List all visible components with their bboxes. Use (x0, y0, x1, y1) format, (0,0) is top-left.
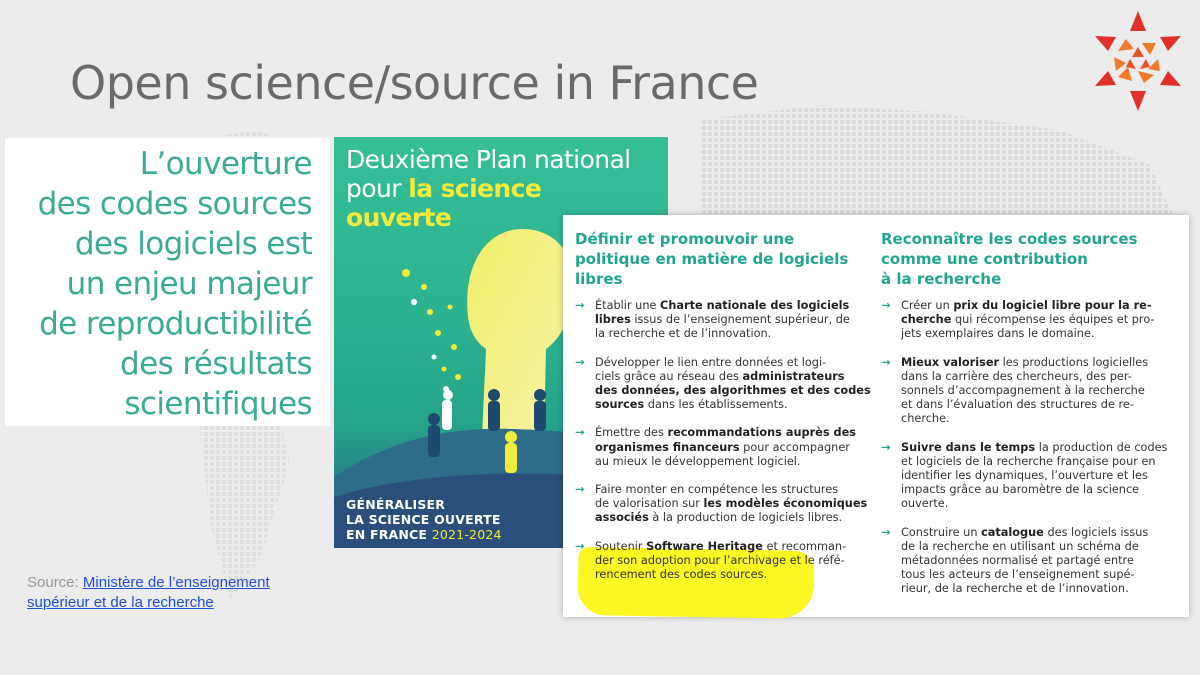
quote-line: des logiciels est (74, 226, 312, 262)
item-text: jets exemplaires dans le domaine. (901, 327, 1095, 341)
item-bold: libres (595, 313, 631, 327)
heading-line: politique en matière de logiciels (575, 250, 849, 268)
item-bold: les modèles économiques (703, 497, 868, 511)
item-bold: Software Heritage (646, 539, 763, 553)
item-text: Soutenir (595, 539, 647, 553)
heading-line: Reconnaître les codes sources (881, 230, 1138, 248)
source-citation (27, 573, 270, 613)
item-text: issus de l’enseignement supérieur, de (630, 313, 850, 327)
item-text: Créer un (901, 299, 954, 312)
list-item-software-heritage (575, 540, 867, 583)
green-arrow-icon: → (881, 525, 891, 539)
green-arrow-icon: → (575, 539, 585, 553)
item-bold: Mieux valoriser (901, 355, 1000, 369)
item-bold: administrateurs (742, 369, 845, 383)
item-text: de la recherche en utilisant un schéma de (901, 539, 1139, 553)
green-arrow-icon: → (881, 355, 891, 369)
list-item (575, 299, 867, 342)
item-text: qui récompense les équipes et pro- (951, 313, 1155, 327)
item-text: la recherche et de l’innovation. (595, 327, 772, 341)
cover-title-highlight: ouverte (346, 203, 452, 232)
item-text: au mieux le développement logiciel. (595, 454, 801, 468)
green-arrow-icon: → (575, 426, 585, 440)
cover-title-line (346, 174, 631, 203)
right-column-heading (881, 229, 1173, 289)
item-text: impacts grâce au baromètre de la science (901, 483, 1140, 497)
green-arrow-icon: → (575, 355, 585, 369)
red-star-burst-logo (1082, 10, 1194, 112)
item-text: et recomman- (762, 539, 847, 553)
list-item (881, 299, 1173, 342)
item-text: rieur, de la recherche et de l’innovation. (901, 582, 1129, 596)
cover-title-plain: pour (346, 174, 409, 203)
quote-line: un enjeu majeur (66, 266, 312, 302)
green-arrow-icon: → (881, 440, 891, 454)
list-item (881, 356, 1173, 427)
item-text: der son adoption pour l’archivage et le réfé- (595, 553, 845, 567)
item-text: tous les acteurs de l’enseignement supé- (901, 568, 1135, 582)
quote-line: scientifiques (124, 386, 312, 422)
plan-excerpt-panel (563, 215, 1189, 617)
item-text: sonnels d’accompagnement à la recherche (901, 384, 1145, 398)
item-bold: associés (595, 511, 649, 525)
item-text: la production de codes (1035, 440, 1168, 454)
quote-line: L’ouverture (139, 146, 312, 182)
quote-line: des codes sources (37, 186, 312, 222)
quote-text (38, 144, 312, 424)
item-bold: cherche (901, 313, 952, 327)
cover-footer-line: LA SCIENCE OUVERTE (346, 512, 501, 527)
left-column (575, 229, 871, 596)
item-bold: prix du logiciel libre pour la re- (953, 299, 1152, 312)
heading-line: Définir et promouvoir une (575, 230, 795, 248)
quote-line: de reproductibilité (39, 306, 312, 342)
source-link[interactable]: Ministère de l’enseignement (82, 574, 270, 591)
item-text: de valorisation sur (595, 497, 704, 511)
cover-footer-text: EN FRANCE (346, 527, 432, 542)
right-column (881, 229, 1173, 611)
cover-footer-line: GÉNÉRALISER (346, 497, 446, 512)
item-text: métadonnées normalisé et partagé entre (901, 554, 1134, 568)
list-item (881, 441, 1173, 512)
item-text: Développer le lien entre données et logi- (595, 355, 827, 369)
item-text: identifier les dynamiques, l’ouverture et les (901, 469, 1148, 483)
cover-title-highlight: la science (408, 174, 542, 203)
item-bold: Charte nationale des logiciels (660, 299, 850, 312)
item-text: Établir une (595, 299, 661, 312)
cover-footer-line (346, 527, 502, 542)
item-text: rencement des codes sources. (595, 568, 768, 582)
quote-box (5, 138, 330, 426)
item-text: ouverte. (901, 497, 949, 511)
item-bold: sources (595, 398, 645, 412)
item-text: à la production de logiciels libres. (648, 511, 843, 525)
left-column-heading (575, 229, 867, 289)
item-text: et dans l’évaluation des structures de re- (901, 398, 1134, 412)
green-arrow-icon: → (575, 483, 585, 497)
item-text: des logiciels issus (1043, 525, 1149, 539)
item-text: Faire monter en compétence les structures (595, 483, 839, 497)
cover-footer-years: 2021-2024 (431, 527, 502, 542)
cover-footer (346, 497, 502, 542)
green-arrow-icon: → (881, 299, 891, 312)
item-text: Construire un (901, 525, 982, 539)
item-bold: catalogue (981, 525, 1044, 539)
cover-title-line: Deuxième Plan national (346, 145, 631, 174)
quote-line: des résultats (120, 346, 312, 382)
item-text: dans la carrière des chercheurs, des per- (901, 369, 1132, 383)
green-arrow-icon: → (575, 299, 585, 312)
item-text: dans les établissements. (644, 398, 788, 412)
heading-line: à la recherche (881, 270, 1002, 288)
item-bold: Suivre dans le temps (901, 440, 1036, 454)
item-text: les productions logicielles (999, 355, 1149, 369)
item-bold: des données, des algorithmes et des codes (595, 384, 871, 398)
item-text: pour accompagner (739, 440, 850, 454)
item-text: et logiciels de la recherche française pour en (901, 454, 1156, 468)
item-text: Émettre des (595, 426, 668, 440)
slide-title: Open science/source in France (70, 56, 759, 110)
item-text: ciels grâce au réseau des (595, 369, 743, 383)
source-link[interactable]: supérieur et de la recherche (27, 594, 214, 611)
heading-line: libres (575, 270, 623, 288)
item-bold: recommandations auprès des (667, 426, 856, 440)
list-item (881, 526, 1173, 597)
list-item (575, 355, 871, 413)
list-item (575, 426, 867, 469)
heading-line: comme une contribution (881, 250, 1088, 268)
list-item (575, 483, 867, 526)
source-label: Source: (27, 574, 83, 591)
item-text: cherche. (901, 412, 950, 426)
item-bold: organismes financeurs (595, 440, 740, 454)
